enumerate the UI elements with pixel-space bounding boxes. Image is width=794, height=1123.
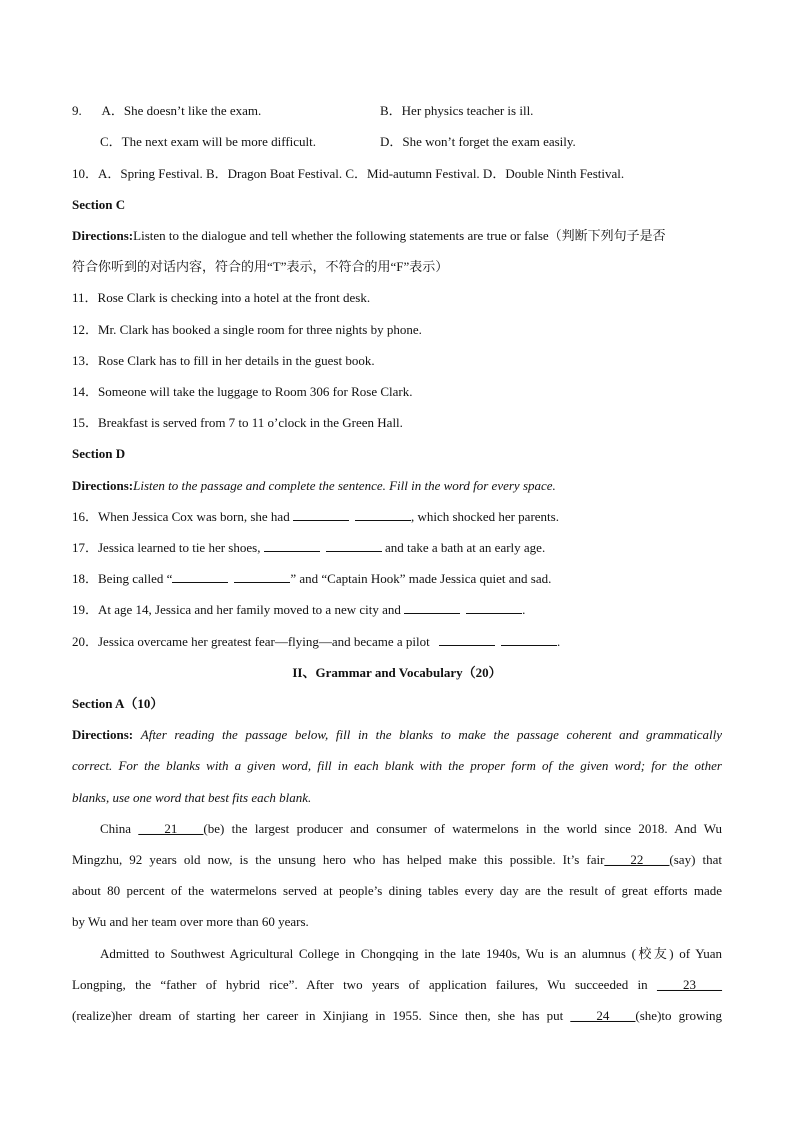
option-d: D．She won’t forget the exam easily. [380, 134, 576, 149]
statement-12: 12．Mr. Clark has booked a single room for three nights by phone. [72, 322, 422, 337]
question-19: 19．At age 14, Jessica and her family moved to a new city and . [72, 602, 526, 617]
statement-13: 13．Rose Clark has to fill in her details in the guest book. [72, 353, 375, 368]
answer-blank[interactable] [264, 540, 320, 552]
option-a: A．She doesn’t like the exam. [101, 103, 262, 118]
question-9 [72, 103, 261, 119]
passage-p1-line4: by Wu and her team over more than 60 years. [72, 914, 309, 929]
passage-p1-line1: China ____21____(be) the largest producer and consumer of watermelons in the world since 2018. And Wu [100, 821, 722, 836]
answer-blank[interactable] [234, 571, 290, 583]
blank-22[interactable]: ____22____ [604, 852, 670, 867]
statement-14: 14．Someone will take the luggage to Room 306 for Rose Clark. [72, 384, 413, 399]
statement-11: 11．Rose Clark is checking into a hotel at the front desk. [72, 290, 371, 305]
question-16: 16．When Jessica Cox was born, she had , which shocked her parents. [72, 509, 559, 524]
statement-15: 15．Breakfast is served from 7 to 11 o’clock in the Green Hall. [72, 415, 403, 430]
question-17: 17．Jessica learned to tie her shoes, and take a bath at an early age. [72, 540, 546, 555]
question-18: 18．Being called “ ” and “Captain Hook” made Jessica quiet and sad. [72, 571, 552, 586]
section-d-title: Section D [72, 446, 126, 461]
section-c-title: Section C [72, 197, 126, 212]
directions-text: Listen to the dialogue and tell whether the following statements are true or false（判断下列句子是否 [133, 228, 666, 243]
directions-label: Directions: [72, 727, 134, 742]
blank-21[interactable]: ____21____ [138, 821, 204, 836]
answer-blank[interactable] [501, 634, 557, 646]
passage-p2-line2: Longping, the “father of hybrid rice”. After two years of application failures, Wu succeeded in ____23____ [72, 977, 722, 992]
section-a-title: Section A（10） [72, 696, 164, 711]
part-ii-title: II、Grammar and Vocabulary（20） [292, 665, 502, 680]
section-a-directions-line3: blanks, use one word that best fits each blank. [72, 790, 312, 805]
answer-blank[interactable] [293, 509, 349, 521]
answer-blank[interactable] [404, 602, 460, 614]
passage-p1-line2: Mingzhu, 92 years old now, is the unsung hero who has helped make this possible. It’s fair____22____(say) that [72, 852, 722, 867]
section-c-directions [72, 228, 666, 244]
directions-label: Directions: [72, 228, 134, 243]
blank-24[interactable]: ____24____ [570, 1008, 636, 1023]
option-c: C．The next exam will be more difficult. [100, 134, 317, 149]
answer-blank[interactable] [326, 540, 382, 552]
passage-p1-line3: about 80 percent of the watermelons served at people’s dining tables every day are the result of great efforts made [72, 883, 722, 898]
passage-p2-line3: (realize)her dream of starting her career in Xinjiang in 1955. Since then, she has put ____24____(she)to growing [72, 1008, 722, 1023]
answer-blank[interactable] [172, 571, 228, 583]
answer-blank[interactable] [355, 509, 411, 521]
blank-23[interactable]: ____23____ [657, 977, 722, 992]
directions-label: Directions: [72, 478, 134, 493]
question-10: 10．A．Spring Festival. B．Dragon Boat Festival. C．Mid-autumn Festival. D．Double Ninth Festival. [72, 166, 625, 181]
answer-blank[interactable] [439, 634, 495, 646]
section-a-directions-line2: correct. For the blanks with a given word, fill in each blank with the proper form of the given word; for the other [72, 758, 722, 773]
question-20: 20．Jessica overcame her greatest fear—flying—and became a pilot . [72, 634, 561, 649]
passage-p2-line1: Admitted to Southwest Agricultural College in Chongqing in the late 1940s, Wu is an alumnus (校友) of Yuan [100, 946, 722, 961]
directions-text: Listen to the passage and complete the sentence. Fill in the word for every space. [133, 478, 556, 493]
section-a-directions: Directions: After reading the passage below, fill in the blanks to make the passage coherent and grammatically [72, 727, 723, 742]
question-number: 9. [72, 103, 82, 118]
section-d-directions [72, 478, 556, 494]
option-b: B．Her physics teacher is ill. [380, 103, 534, 118]
section-c-directions-cont: 符合你听到的对话内容，符合的用“T”表示，不符合的用“F”表示） [72, 259, 449, 274]
answer-blank[interactable] [466, 602, 522, 614]
